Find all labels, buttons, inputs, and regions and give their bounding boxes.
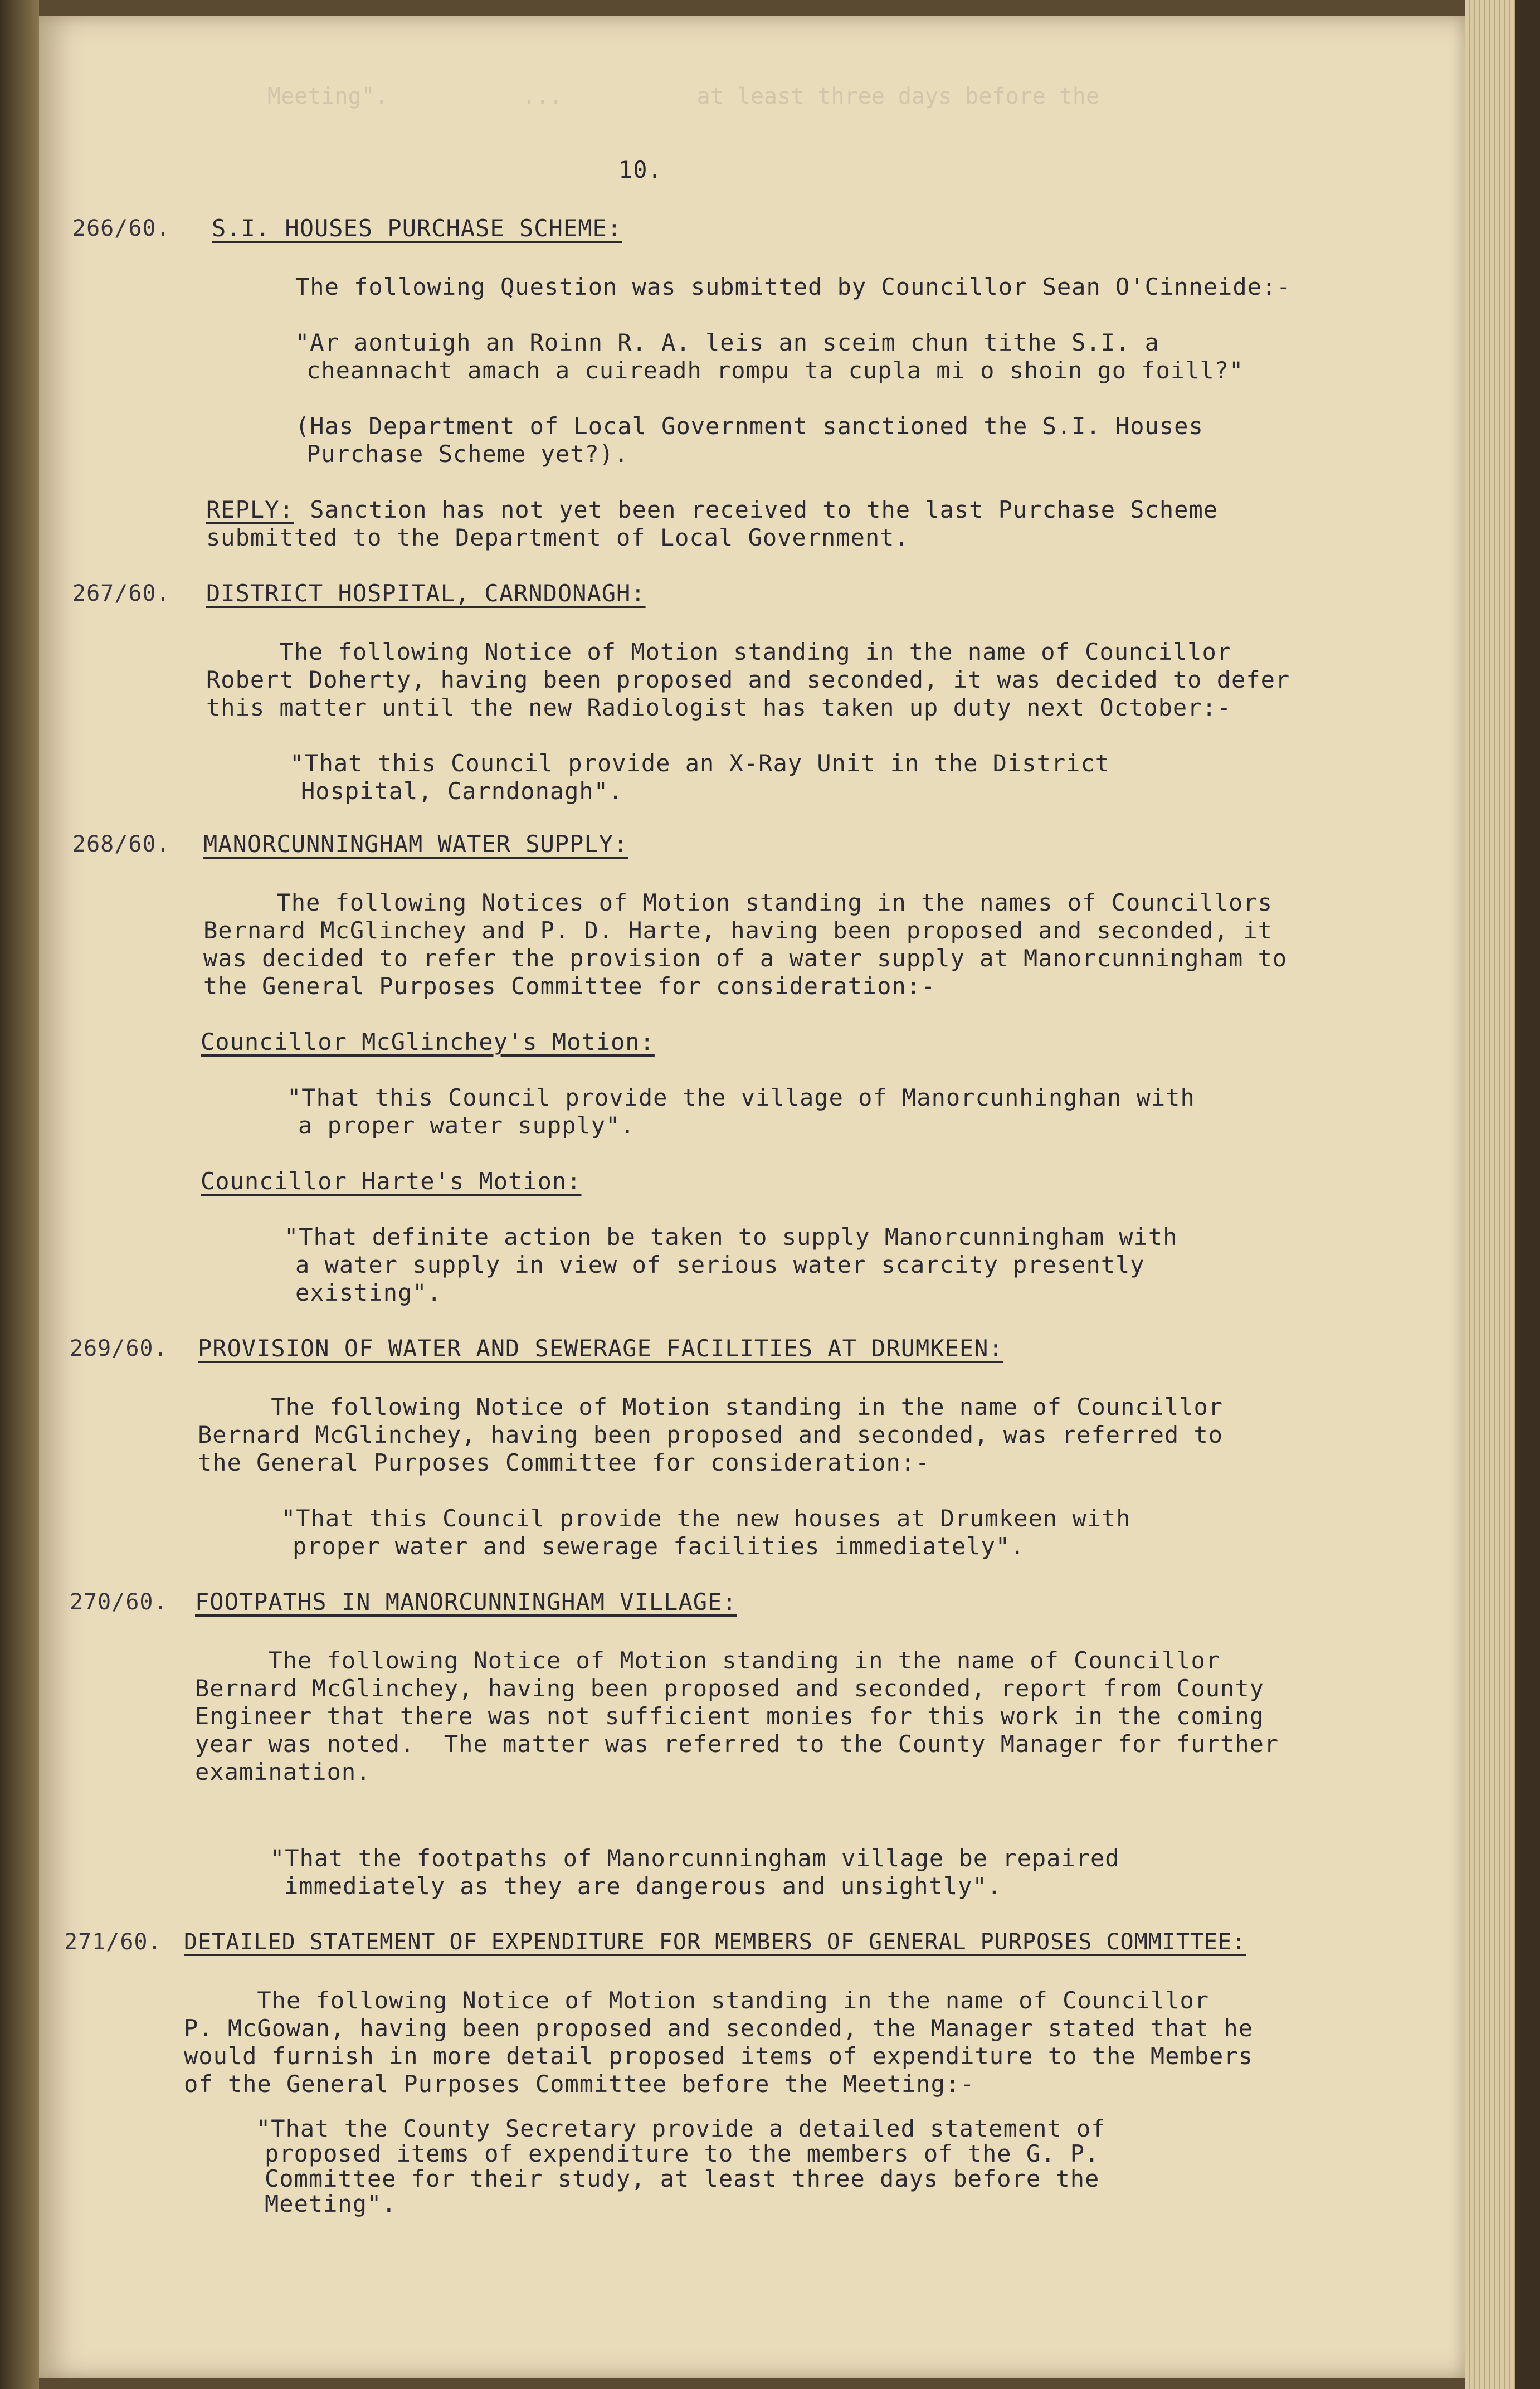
quote-line: proper water and sewerage facilities immediately". — [293, 1532, 1025, 1560]
quote-line: existing". — [295, 1279, 442, 1306]
quote-line: "That the County Secretary provide a detailed statement of — [256, 2115, 1106, 2142]
quote-line: "That this Council provide the new houses at Drumkeen with — [281, 1505, 1131, 1532]
item-number: 267/60. — [72, 581, 170, 606]
reply-line: Sanction has not yet been received to the last Purchase Scheme — [295, 496, 1219, 523]
body-line: The following Notice of Motion standing in the name of Councillor — [195, 1647, 1221, 1674]
sub-heading: Councillor McGlinchey's Motion: — [201, 1028, 655, 1055]
item-heading: FOOTPATHS IN MANORCUNNINGHAM VILLAGE: — [195, 1588, 737, 1616]
body-line: Robert Doherty, having been proposed and seconded, it was decided to defer — [206, 666, 1290, 693]
quote-line: Hospital, Carndonagh". — [301, 777, 623, 805]
sub-heading: Councillor Harte's Motion: — [201, 1167, 582, 1195]
body-line: year was noted. The matter was referred to the County Manager for further — [195, 1730, 1279, 1758]
quote-line: a proper water supply". — [298, 1112, 635, 1139]
item-number: 269/60. — [70, 1336, 168, 1361]
quote-line: "Ar aontuigh an Roinn R. A. leis an sceim chun tithe S.I. a — [295, 329, 1159, 356]
body-line: examination. — [195, 1758, 371, 1785]
quote-line: immediately as they are dangerous and unsightly". — [284, 1872, 1002, 1900]
body-line: the General Purposes Committee for consideration:- — [203, 972, 936, 1000]
bleed-through-text: Meeting". ... at least three days before the — [267, 84, 1100, 109]
quote-line: "That this Council provide the village of Manorcunhinghan with — [287, 1084, 1195, 1111]
body-line: the General Purposes Committee for consideration:- — [198, 1449, 930, 1476]
item-heading: MANORCUNNINGHAM WATER SUPPLY: — [203, 830, 628, 858]
item-number: 271/60. — [64, 1929, 162, 1955]
quote-line: "That definite action be taken to supply Manorcunningham with — [284, 1223, 1178, 1251]
item-heading: PROVISION OF WATER AND SEWERAGE FACILITIES AT DRUMKEEN: — [198, 1335, 1003, 1362]
body-line: Bernard McGlinchey and P. D. Harte, having been proposed and seconded, it — [203, 917, 1273, 944]
item-number: 268/60. — [72, 831, 170, 857]
item-number: 266/60. — [72, 216, 170, 241]
reply-label: REPLY: — [206, 496, 294, 523]
book-cover-edge — [1515, 0, 1540, 2389]
translation-line: (Has Department of Local Government sanctioned the S.I. Houses — [295, 412, 1203, 440]
quote-line: proposed items of expenditure to the members of the G. P. — [265, 2140, 1100, 2167]
page-number: 10. — [618, 156, 662, 183]
body-line: P. McGowan, having been proposed and seconded, the Manager stated that he — [184, 2015, 1253, 2042]
translation-line: Purchase Scheme yet?). — [306, 440, 629, 468]
item-heading: S.I. HOUSES PURCHASE SCHEME: — [212, 215, 622, 242]
item-heading: DETAILED STATEMENT OF EXPENDITURE FOR MEMBERS OF GENERAL PURPOSES COMMITTEE: — [184, 1929, 1246, 1955]
item-number: 270/60. — [70, 1589, 168, 1615]
body-line: of the General Purposes Committee before the Meeting:- — [184, 2070, 975, 2098]
item-heading: DISTRICT HOSPITAL, CARNDONAGH: — [206, 580, 646, 607]
body-line: this matter until the new Radiologist has taken up duty next October:- — [206, 694, 1232, 721]
body-line: The following Notices of Motion standing in the names of Councillors — [203, 889, 1273, 916]
quote-line: "That the footpaths of Manorcunningham village be repaired — [270, 1845, 1120, 1872]
body-line: Bernard McGlinchey, having been proposed and seconded, was referred to — [198, 1421, 1224, 1448]
body-line: The following Notice of Motion standing in the name of Councillor — [206, 638, 1232, 665]
body-line: Bernard McGlinchey, having been proposed and seconded, report from County — [195, 1675, 1264, 1702]
reply-line: submitted to the Department of Local Government. — [206, 524, 909, 551]
body-line: Engineer that there was not sufficient monies for this work in the coming — [195, 1702, 1264, 1730]
body-line: The following Notice of Motion standing in the name of Councillor — [198, 1393, 1224, 1420]
question-intro: The following Question was submitted by Councillor Sean O'Cinneide:- — [295, 273, 1292, 300]
body-line: The following Notice of Motion standing in the name of Councillor — [184, 1987, 1210, 2014]
quote-line: a water supply in view of serious water scarcity presently — [295, 1251, 1145, 1278]
quote-line: cheannacht amach a cuireadh rompu ta cupla mi o shoin go foill?" — [306, 357, 1244, 384]
body-line: was decided to refer the provision of a water supply at Manorcunningham to — [203, 945, 1288, 972]
quote-line: Meeting". — [265, 2190, 397, 2217]
quote-line: "That this Council provide an X-Ray Unit in the District — [290, 750, 1110, 777]
quote-line: Committee for their study, at least three days before the — [265, 2165, 1100, 2192]
body-line: would furnish in more detail proposed items of expenditure to the Members — [184, 2042, 1253, 2070]
book-spine — [0, 0, 39, 2389]
